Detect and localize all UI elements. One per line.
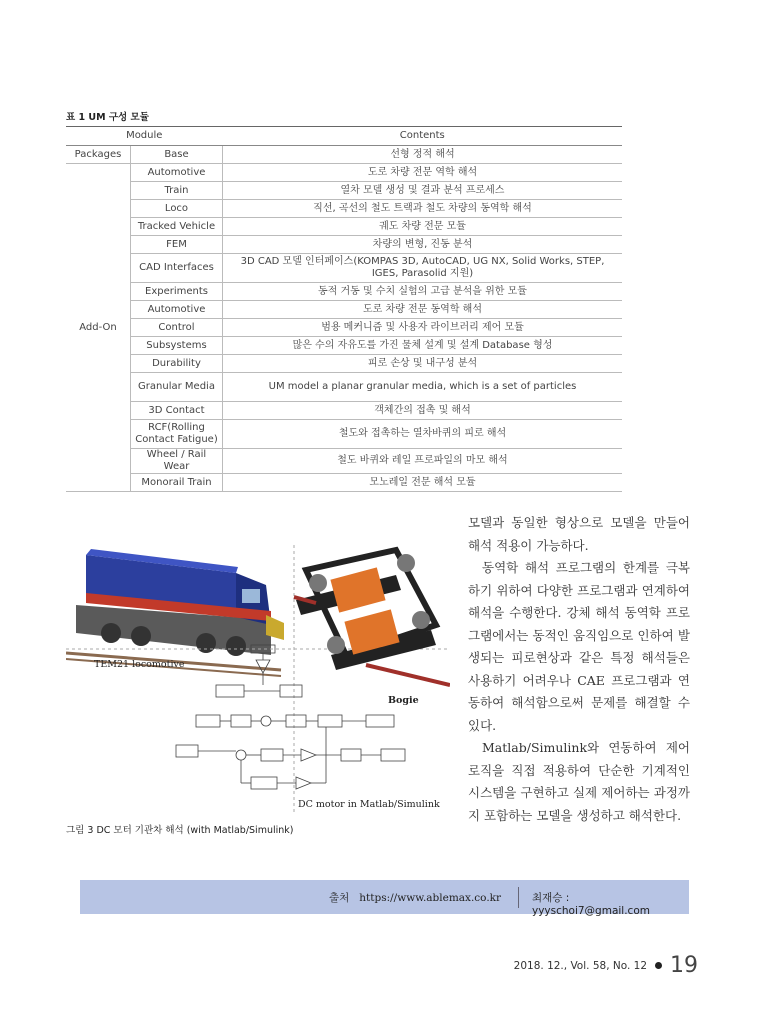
- module-cell: 3D Contact: [131, 402, 223, 420]
- header-contents: Contents: [223, 127, 623, 146]
- source-label: 출처: [329, 892, 350, 904]
- group-packages: Packages: [66, 146, 131, 164]
- figure-dc-motor-locomotive: [66, 545, 450, 815]
- table-row: [66, 182, 622, 200]
- module-cell: RCF(Rolling Contact Fatigue): [131, 420, 223, 449]
- table-row: [66, 236, 622, 254]
- module-cell: FEM: [131, 236, 223, 254]
- table-row: [66, 301, 622, 319]
- table-row: [66, 449, 622, 474]
- module-cell: CAD Interfaces: [131, 254, 223, 283]
- contents-cell: 도로 차량 전문 역학 해석: [223, 164, 623, 182]
- table-row: [66, 355, 622, 373]
- source-credit: [329, 890, 501, 905]
- label-dc-motor: DC motor in Matlab/Simulink: [298, 799, 440, 810]
- table-caption: 표 1 UM 구성 모듈: [66, 112, 149, 123]
- table-row: [66, 200, 622, 218]
- page-footer: [514, 953, 698, 978]
- module-cell: Durability: [131, 355, 223, 373]
- table-row: [66, 218, 622, 236]
- table-row: [66, 164, 622, 182]
- table-row: [66, 402, 622, 420]
- module-cell: Granular Media: [131, 373, 223, 402]
- contents-cell: 동적 거동 및 수치 실험의 고급 분석을 위한 모듈: [223, 283, 623, 301]
- module-cell: Control: [131, 319, 223, 337]
- source-url[interactable]: https://www.ablemax.co.kr: [359, 892, 502, 904]
- contents-cell: 열차 모델 생성 및 결과 분석 프로세스: [223, 182, 623, 200]
- table-row: [66, 254, 622, 283]
- bogie-image: [294, 550, 450, 685]
- contents-cell: 많은 수의 자유도를 가진 물체 설계 및 설계 Database 형성: [223, 337, 623, 355]
- issue-info: 2018. 12., Vol. 58, No. 12: [513, 959, 647, 972]
- source-bar: [80, 880, 689, 917]
- contents-cell: 모노레일 전문 해석 모듈: [223, 474, 623, 492]
- module-cell: Tracked Vehicle: [131, 218, 223, 236]
- contents-cell: 3D CAD 모델 인터페이스(KOMPAS 3D, AutoCAD, UG NX, Solid Works, STEP, IGES, Parasolid 지원): [223, 254, 623, 283]
- table-row: [66, 283, 622, 301]
- contents-cell: 직선, 곡선의 철도 트랙과 철도 차량의 동역학 해석: [223, 200, 623, 218]
- header-module: Module: [66, 127, 223, 146]
- contents-cell: 객체간의 접촉 및 해석: [223, 402, 623, 420]
- table-row: [66, 146, 622, 164]
- figure-caption: 그림 3 DC 모터 기관차 해석 (with Matlab/Simulink): [66, 825, 294, 836]
- contents-cell: 도로 차량 전문 동역학 해석: [223, 301, 623, 319]
- body-text: [468, 512, 690, 827]
- contents-cell: 철도와 접촉하는 열차바퀴의 피로 해석: [223, 420, 623, 449]
- table-row: [66, 474, 622, 492]
- module-cell: Automotive: [131, 301, 223, 319]
- table-row: [66, 420, 622, 449]
- author-contact[interactable]: 최재승 : yyyschoi7@gmail.com: [532, 892, 650, 917]
- table-row: [66, 373, 622, 402]
- module-cell: Monorail Train: [131, 474, 223, 492]
- module-cell: Base: [131, 146, 223, 164]
- module-cell: Train: [131, 182, 223, 200]
- module-cell: Automotive: [131, 164, 223, 182]
- contents-cell: 선형 정적 해석: [223, 146, 623, 164]
- group-addon: Add-On: [66, 164, 131, 492]
- contents-cell: UM model a planar granular media, which is a set of particles: [223, 373, 623, 402]
- module-cell: Experiments: [131, 283, 223, 301]
- contents-cell: 피로 손상 및 내구성 분석: [223, 355, 623, 373]
- separator: [518, 887, 519, 908]
- module-cell: Wheel / Rail Wear: [131, 449, 223, 474]
- paragraph: Matlab/Simulink와 연동하여 제어로직을 직접 적용하여 단순한 기계적인 시스템을 구현하고 실제 제어하는 과정까지 포함하는 모델을 생성하고 해석한다.: [468, 740, 690, 823]
- table-row: [66, 319, 622, 337]
- module-cell: Loco: [131, 200, 223, 218]
- module-cell: Subsystems: [131, 337, 223, 355]
- bullet-icon: [655, 962, 662, 969]
- um-modules-table: [66, 126, 622, 492]
- contents-cell: 철도 바퀴와 레일 프로파일의 마모 해석: [223, 449, 623, 474]
- table-header-row: [66, 127, 622, 146]
- paragraph: 모델과 동일한 형상으로 모델을 만들어 해석 적용이 가능하다.: [468, 515, 690, 553]
- paragraph: 동역학 해석 프로그램의 한계를 극복하기 위하여 다양한 프로그램과 연계하여 해석을 수행한다. 강체 해석 동역학 프로그램에서는 동적인 움직임으로 인하여 발생되는 피로현상과 같은 특정 해석들은 사용하기 어려우나 CAE 프로그램과 연동하여 해석함으로써 문제를 해결할 수 있다.: [468, 560, 690, 733]
- page-number: 19: [670, 953, 698, 978]
- label-bogie: Bogie: [388, 695, 419, 706]
- contents-cell: 차량의 변형, 진동 분석: [223, 236, 623, 254]
- table-row: [66, 337, 622, 355]
- locomotive-image: [66, 549, 284, 676]
- figure-illustration: [66, 545, 450, 815]
- label-locomotive: TEM21 locomotive: [94, 659, 185, 670]
- contents-cell: 궤도 차량 전문 모듈: [223, 218, 623, 236]
- contents-cell: 범용 메커니즘 및 사용자 라이브러리 제어 모듈: [223, 319, 623, 337]
